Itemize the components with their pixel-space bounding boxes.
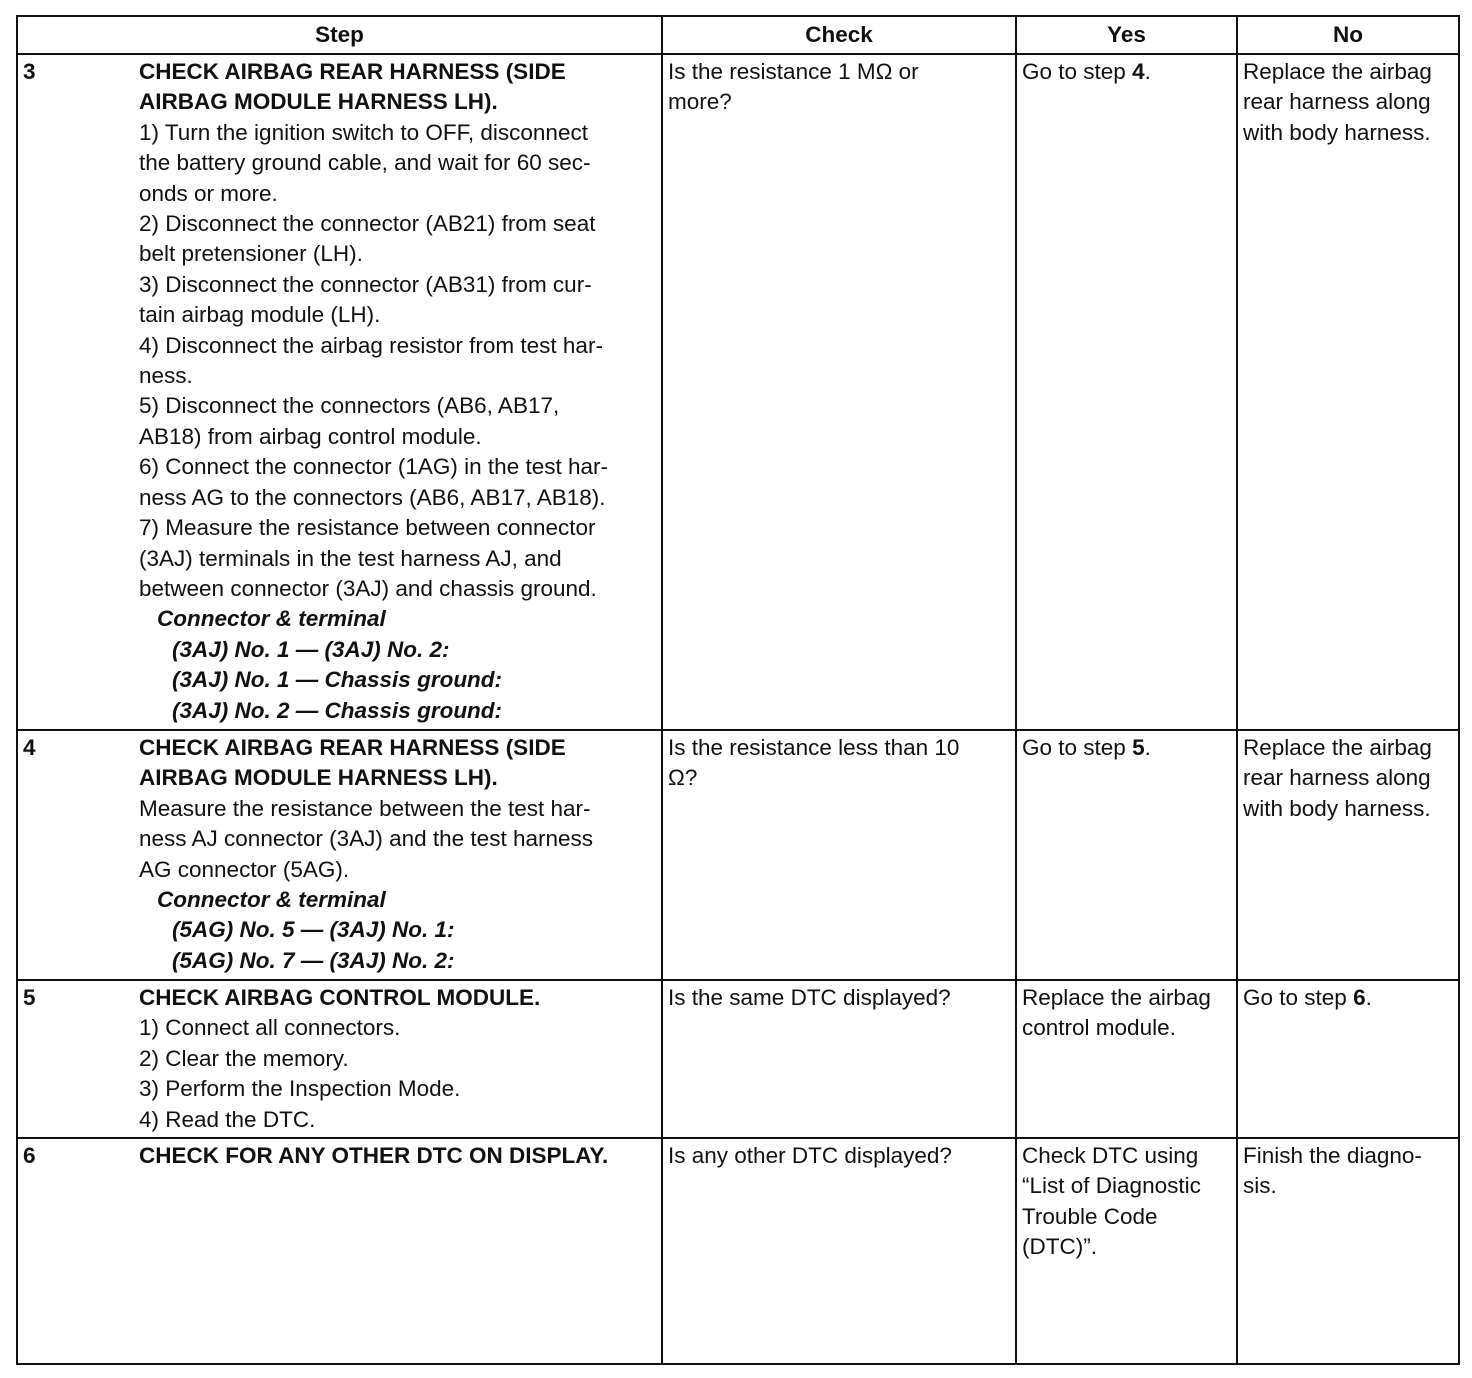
step-line: 7) Measure the resistance between connector xyxy=(139,515,596,541)
no-step-ref: 6 xyxy=(1353,985,1366,1010)
yes-line: “List of Diagnostic xyxy=(1022,1173,1201,1199)
header-yes: Yes xyxy=(1016,16,1237,54)
check-line: Is any other DTC displayed? xyxy=(668,1143,952,1168)
yes-cell xyxy=(1016,54,1237,730)
yes-line: (DTC)”. xyxy=(1022,1234,1097,1260)
step-line: ness. xyxy=(139,363,193,389)
diagnostic-table xyxy=(16,15,1460,1365)
spec-line: (3AJ) No. 1 — Chassis ground: xyxy=(172,667,503,693)
step-line: the battery ground cable, and wait for 60 sec- xyxy=(139,150,591,176)
table-row xyxy=(17,730,1459,980)
yes-step-ref: 5 xyxy=(1132,735,1145,760)
step-line: 1) Connect all connectors. xyxy=(139,1015,401,1041)
check-line: Ω? xyxy=(668,765,698,791)
yes-suffix: . xyxy=(1144,735,1151,760)
step-title: AIRBAG MODULE HARNESS LH). xyxy=(139,765,498,791)
step-line: belt pretensioner (LH). xyxy=(139,241,363,267)
no-prefix: Go to step xyxy=(1243,985,1354,1010)
check-cell xyxy=(662,1138,1016,1364)
step-number: 5 xyxy=(17,980,134,1138)
no-suffix: . xyxy=(1365,985,1372,1010)
no-cell xyxy=(1237,54,1459,730)
spec-line: (5AG) No. 5 — (3AJ) No. 1: xyxy=(172,917,455,943)
step-line: AG connector (5AG). xyxy=(139,856,350,882)
header-step: Step xyxy=(17,16,662,54)
spec-line: (3AJ) No. 2 — Chassis ground: xyxy=(172,697,503,723)
no-cell xyxy=(1237,730,1459,980)
no-line: Replace the airbag xyxy=(1243,735,1432,760)
step-line: ness AG to the connectors (AB6, AB17, AB18). xyxy=(139,484,606,510)
header-no: No xyxy=(1237,16,1459,54)
step-line: 4) Disconnect the airbag resistor from test har- xyxy=(139,332,603,358)
check-cell xyxy=(662,54,1016,730)
no-line: with body harness. xyxy=(1243,795,1431,821)
yes-cell xyxy=(1016,1138,1237,1364)
step-line: AB18) from airbag control module. xyxy=(139,423,482,449)
yes-cell xyxy=(1016,730,1237,980)
step-title: AIRBAG MODULE HARNESS LH). xyxy=(139,89,498,115)
step-number: 6 xyxy=(17,1138,134,1364)
step-description xyxy=(134,1138,662,1364)
table-row xyxy=(17,980,1459,1138)
no-line: sis. xyxy=(1243,1173,1277,1199)
spec-heading: Connector & terminal xyxy=(157,887,386,913)
yes-suffix: . xyxy=(1144,59,1151,84)
step-description xyxy=(134,730,662,980)
step-number: 3 xyxy=(17,54,134,730)
step-line: 3) Perform the Inspection Mode. xyxy=(139,1076,461,1102)
no-line: with body harness. xyxy=(1243,119,1431,145)
yes-cell xyxy=(1016,980,1237,1138)
step-line: 3) Disconnect the connector (AB31) from cur- xyxy=(139,271,592,297)
no-cell xyxy=(1237,980,1459,1138)
step-description xyxy=(134,980,662,1138)
check-line: Is the resistance less than 10 xyxy=(668,735,960,760)
yes-line: Check DTC using xyxy=(1022,1143,1199,1168)
spec-line: (3AJ) No. 1 — (3AJ) No. 2: xyxy=(172,636,450,662)
step-number: 4 xyxy=(17,730,134,980)
no-line: rear harness along xyxy=(1243,765,1431,791)
step-line: onds or more. xyxy=(139,180,278,206)
step-line: 6) Connect the connector (1AG) in the test har- xyxy=(139,454,608,480)
step-line: (3AJ) terminals in the test harness AJ, and xyxy=(139,545,562,571)
check-cell xyxy=(662,980,1016,1138)
yes-line: control module. xyxy=(1022,1015,1176,1041)
spec-line: (5AG) No. 7 — (3AJ) No. 2: xyxy=(172,947,455,973)
yes-prefix: Go to step xyxy=(1022,735,1133,760)
no-line: Finish the diagno- xyxy=(1243,1143,1422,1168)
yes-prefix: Go to step xyxy=(1022,59,1133,84)
no-line: Replace the airbag xyxy=(1243,59,1432,84)
step-line: 2) Clear the memory. xyxy=(139,1045,349,1071)
no-cell xyxy=(1237,1138,1459,1364)
step-title: CHECK AIRBAG REAR HARNESS (SIDE xyxy=(139,735,566,760)
header-row xyxy=(17,16,1459,54)
check-line: Is the resistance 1 MΩ or xyxy=(668,59,919,84)
spec-heading: Connector & terminal xyxy=(157,606,386,632)
yes-line: Trouble Code xyxy=(1022,1203,1158,1229)
step-line: tain airbag module (LH). xyxy=(139,302,381,328)
step-line: 5) Disconnect the connectors (AB6, AB17, xyxy=(139,393,560,419)
step-line: ness AJ connector (3AJ) and the test harness xyxy=(139,826,593,852)
check-line: Is the same DTC displayed? xyxy=(668,985,951,1010)
step-line: 1) Turn the ignition switch to OFF, disconnect xyxy=(139,119,588,145)
step-title: CHECK FOR ANY OTHER DTC ON DISPLAY. xyxy=(139,1143,609,1168)
yes-step-ref: 4 xyxy=(1132,59,1145,84)
yes-line: Replace the airbag xyxy=(1022,985,1211,1010)
step-title: CHECK AIRBAG REAR HARNESS (SIDE xyxy=(139,59,566,84)
step-line: 2) Disconnect the connector (AB21) from seat xyxy=(139,211,596,237)
step-description xyxy=(134,54,662,730)
step-line: Measure the resistance between the test har- xyxy=(139,795,591,821)
table-row xyxy=(17,54,1459,730)
check-line: more? xyxy=(668,89,732,115)
step-line: 4) Read the DTC. xyxy=(139,1106,316,1132)
step-line: between connector (3AJ) and chassis ground. xyxy=(139,575,597,601)
step-title: CHECK AIRBAG CONTROL MODULE. xyxy=(139,985,541,1010)
header-check: Check xyxy=(662,16,1016,54)
no-line: rear harness along xyxy=(1243,89,1431,115)
check-cell xyxy=(662,730,1016,980)
table-row xyxy=(17,1138,1459,1364)
